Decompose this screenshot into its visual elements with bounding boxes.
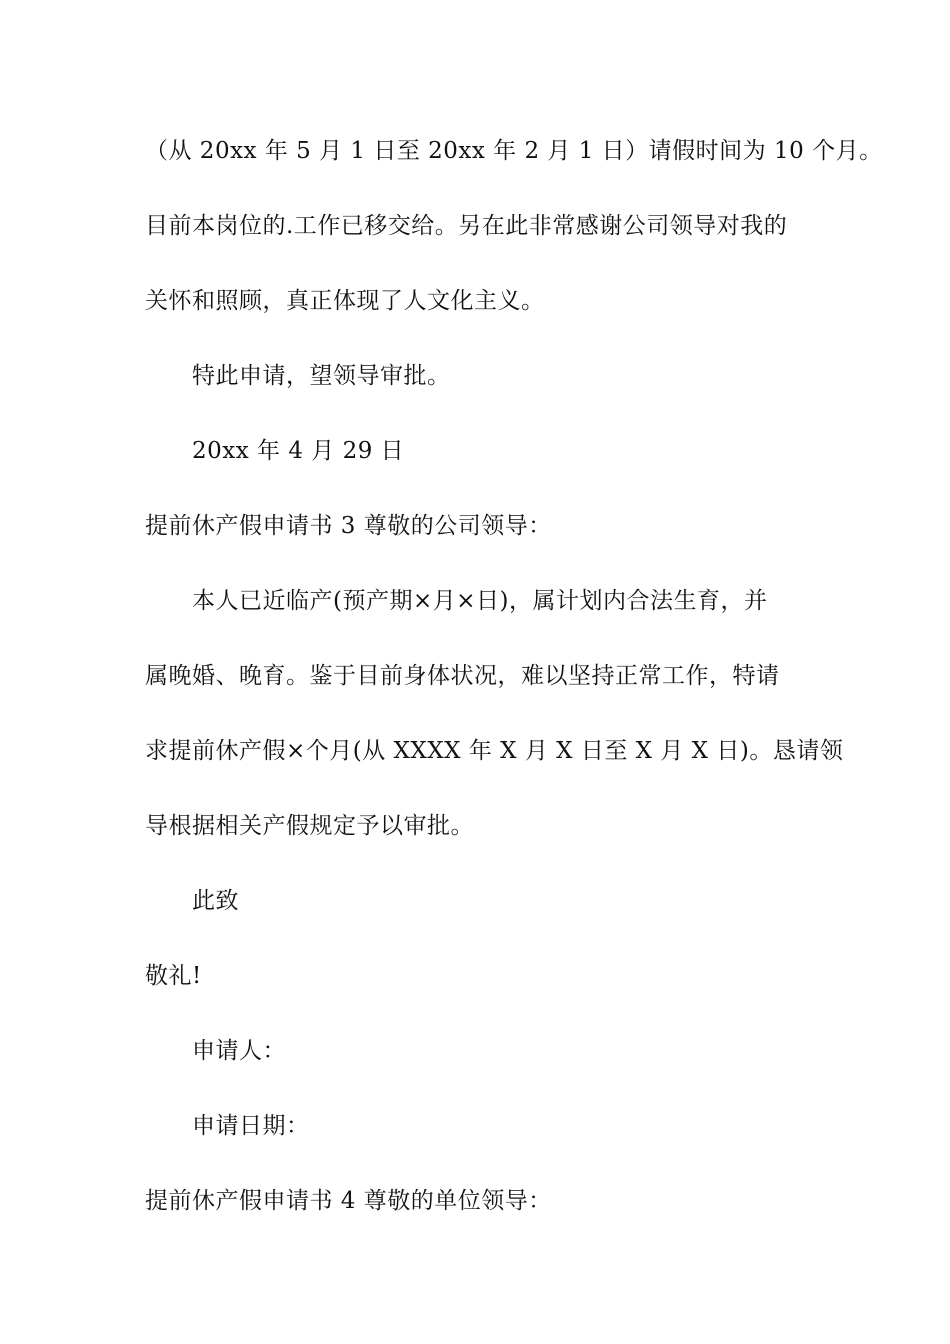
body-line-4: 本人已近临产(预产期×月×日)，属计划内合法生育，并 — [192, 588, 768, 614]
salutation-closing: 此致 — [192, 888, 239, 914]
section-heading-3: 提前休产假申请书 3 尊敬的公司领导： — [145, 513, 552, 539]
body-line-2: 目前本岗位的.工作已移交给。另在此非常感谢公司领导对我的 — [145, 213, 788, 239]
section-heading-4: 提前休产假申请书 4 尊敬的单位领导： — [145, 1188, 552, 1214]
closing-request: 特此申请，望领导审批。 — [192, 363, 451, 389]
body-line-5: 属晚婚、晚育。鉴于目前身体状况，难以坚持正常工作，特请 — [145, 663, 780, 689]
salutation-regards: 敬礼! — [145, 963, 202, 989]
applicant-label: 申请人： — [192, 1038, 286, 1064]
body-line-7: 导根据相关产假规定予以审批。 — [145, 813, 474, 839]
application-date-label: 申请日期： — [192, 1113, 310, 1139]
letter-date: 20xx 年 4 月 29 日 — [192, 438, 405, 464]
body-line-3: 关怀和照顾，真正体现了人文化主义。 — [145, 288, 545, 314]
body-line-6: 求提前休产假×个月(从 XXXX 年 X 月 X 日至 X 月 X 日)。恳请领 — [145, 738, 844, 764]
body-line-1: （从 20xx 年 5 月 1 日至 20xx 年 2 月 1 日）请假时间为 10 个月。 — [145, 138, 883, 164]
